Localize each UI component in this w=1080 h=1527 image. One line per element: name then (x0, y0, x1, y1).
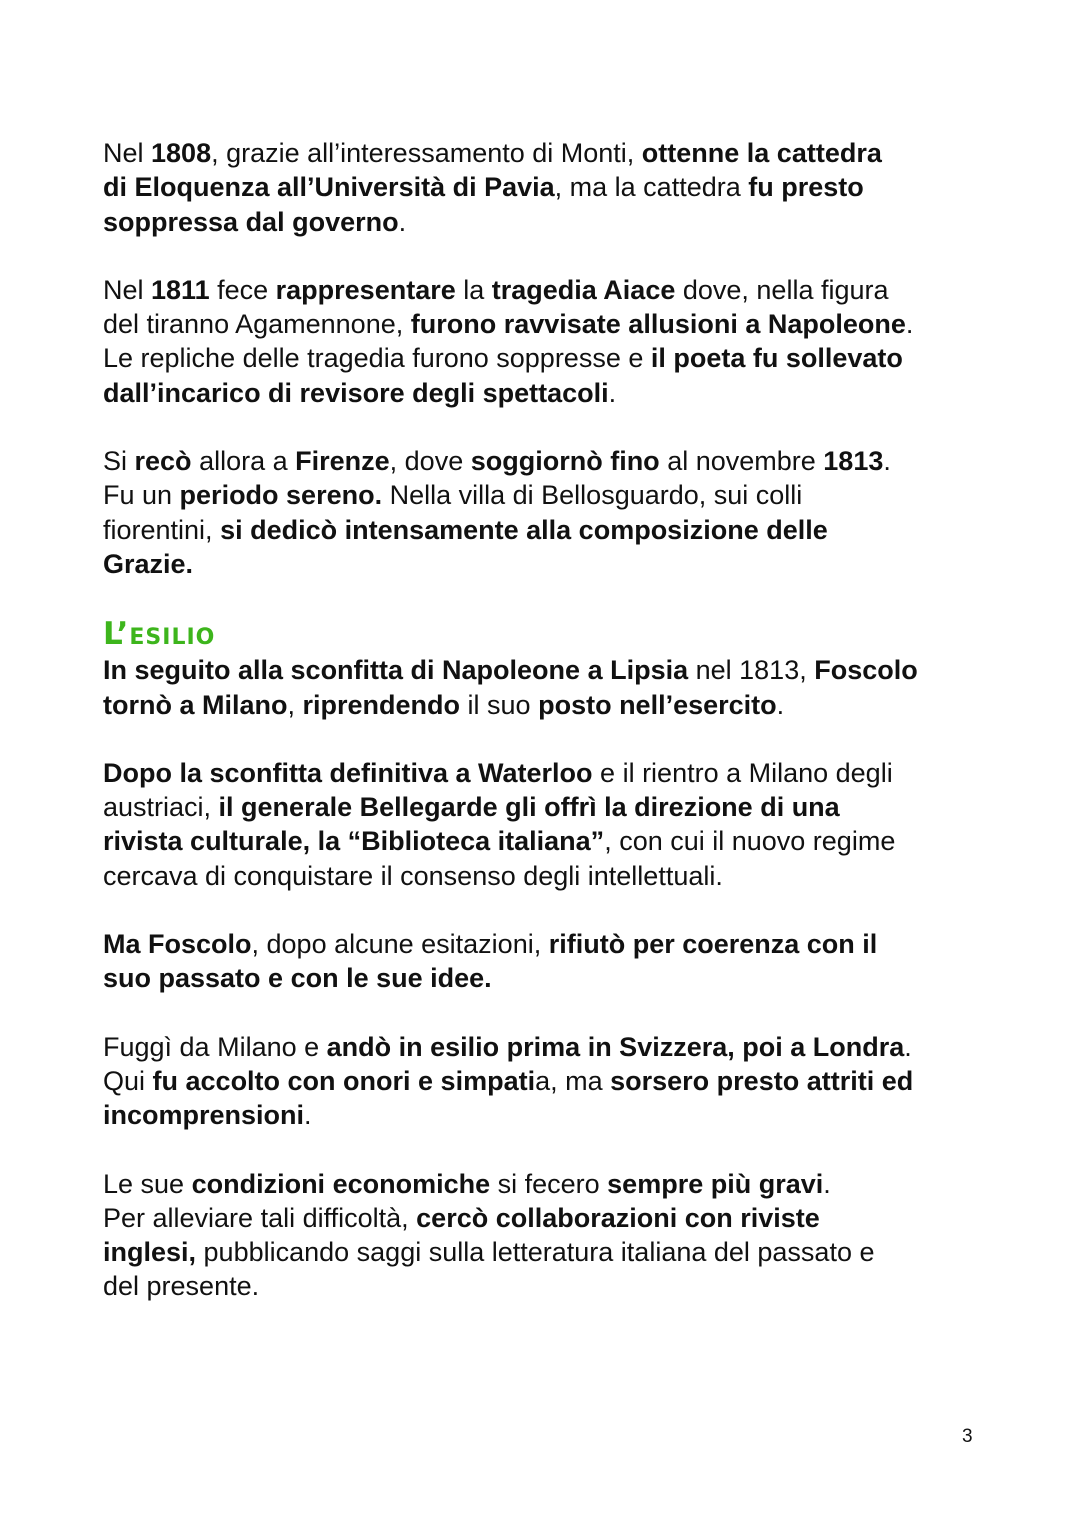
text: . (823, 1168, 831, 1199)
text: fece (209, 274, 276, 305)
document-body (103, 136, 1003, 1338)
bold-text: fu presto (748, 172, 864, 203)
text-line (103, 547, 1003, 581)
bold-text: tragedia Aiace (491, 274, 676, 305)
text: nel 1813, (688, 655, 815, 686)
bold-text: si dedicò intensamente alla composizione delle (220, 514, 828, 545)
bold-text: soppressa dal governo (103, 206, 399, 237)
bold-text: andò in esilio prima in Svizzera, poi a Londra (326, 1031, 905, 1062)
bold-text: suo passato e con le sue idee. (103, 963, 492, 994)
paragraph (103, 1030, 1003, 1133)
bold-text: furono ravvisate allusioni a Napoleone (410, 309, 906, 340)
text: cercava di conquistare il consenso degli intellettuali. (103, 860, 723, 891)
text: . (398, 206, 407, 237)
text-line (103, 478, 1003, 512)
section-heading: L’esilio (103, 616, 216, 653)
text: pubblicando saggi sulla letteratura italiana del passato e (196, 1237, 875, 1268)
text: . (904, 1031, 912, 1062)
text: a, ma (535, 1065, 611, 1096)
text-line (103, 444, 1003, 478)
text: si fecero (490, 1168, 608, 1199)
text-line (103, 688, 1003, 722)
paragraph (103, 756, 1003, 893)
text: dove, nella figura (675, 274, 889, 305)
text: , (287, 689, 303, 720)
bold-text: periodo sereno. (179, 480, 383, 511)
text: , dopo alcune esitazioni, (251, 929, 549, 960)
text: Nel (103, 274, 152, 305)
bold-text: sorsero presto attriti ed (610, 1065, 914, 1096)
text: . (883, 446, 891, 477)
text-line (103, 341, 1003, 375)
text: . (608, 377, 617, 408)
paragraph (103, 653, 1003, 722)
text-line (103, 653, 1003, 687)
text-line (103, 1201, 1003, 1235)
text: Fu un (103, 480, 180, 511)
text: Nella villa di Bellosguardo, sui colli (382, 480, 803, 511)
text-line (103, 790, 1003, 824)
text: Qui (103, 1065, 153, 1096)
paragraph (103, 927, 1003, 996)
bold-text: Ma Foscolo (103, 929, 252, 960)
paragraph (103, 1167, 1003, 1304)
text: allora a (191, 446, 296, 477)
text-line (103, 205, 1003, 239)
text: il suo (460, 689, 539, 720)
paragraph (103, 273, 1003, 410)
bold-text: rappresentare (275, 274, 456, 305)
bold-text: incomprensioni (103, 1100, 305, 1131)
text-line (103, 961, 1003, 995)
text: . (304, 1100, 312, 1131)
bold-text: di Eloquenza all’Università di Pavia (103, 172, 555, 203)
text: austriaci, (103, 792, 219, 823)
text: al novembre (659, 446, 824, 477)
bold-text: Firenze (295, 446, 390, 477)
text-line (103, 1235, 1003, 1269)
text: Per alleviare tali difficoltà, (103, 1202, 417, 1233)
bold-text: recò (134, 446, 192, 477)
text-line (103, 136, 1003, 170)
bold-text: tornò a Milano (103, 689, 288, 720)
text: Nel (103, 138, 152, 168)
text-line (103, 824, 1003, 858)
text: e il rientro a Milano degli (592, 757, 893, 788)
page-number: 3 (962, 1426, 973, 1447)
text-line (103, 1098, 1003, 1132)
text: , grazie all’interessamento di Monti, (211, 138, 642, 168)
bold-text: In seguito alla sconfitta di Napoleone a Lipsia (103, 655, 689, 686)
bold-text: Grazie. (103, 548, 194, 579)
bold-text: Dopo la sconfitta definitiva a Waterloo (103, 757, 593, 788)
text-line (103, 1167, 1003, 1201)
bold-text: posto nell’esercito (538, 689, 777, 720)
text-line (103, 859, 1003, 893)
bold-text: 1813 (823, 446, 884, 477)
bold-text: inglesi, (103, 1237, 197, 1268)
text: Fuggì da Milano e (103, 1031, 327, 1062)
text-line (103, 170, 1003, 204)
text-line (103, 273, 1003, 307)
text-line (103, 756, 1003, 790)
bold-text: rifiutò per coerenza con il (548, 929, 878, 960)
text-line (103, 376, 1003, 410)
bold-text: 1808 (151, 138, 212, 168)
text: fiorentini, (103, 514, 221, 545)
text: , con cui il nuovo regime (604, 826, 896, 857)
paragraph (103, 136, 1003, 239)
text-line (103, 513, 1003, 547)
text: , ma la cattedra (554, 172, 749, 203)
bold-text: 1811 (151, 274, 210, 305)
bold-text: riprendendo (302, 689, 461, 720)
text: la (455, 274, 492, 305)
paragraph (103, 444, 1003, 581)
text: Le sue (103, 1168, 192, 1199)
bold-text: soggiornò fino (470, 446, 660, 477)
text-line (103, 1030, 1003, 1064)
bold-text: ottenne la cattedra (641, 138, 882, 168)
text-line (103, 1064, 1003, 1098)
text: Si (103, 446, 135, 477)
text-line (103, 307, 1003, 341)
bold-text: sempre più gravi (607, 1168, 824, 1199)
bold-text: il poeta fu sollevato (650, 343, 903, 374)
text: Le repliche delle tragedia furono soppresse e (103, 343, 651, 374)
bold-text: cercò collaborazioni con riviste (416, 1202, 820, 1233)
bold-text: fu accolto con onori e simpati (152, 1065, 536, 1096)
text: . (905, 309, 914, 340)
text-line (103, 1269, 1003, 1303)
text: del tiranno Agamennone, (103, 309, 411, 340)
bold-text: dall’incarico di revisore degli spettacoli (103, 377, 609, 408)
bold-text: rivista culturale, la “Biblioteca italiana” (103, 826, 605, 857)
text: , dove (389, 446, 471, 477)
bold-text: condizioni economiche (191, 1168, 491, 1199)
text-line (103, 927, 1003, 961)
bold-text: Foscolo (814, 655, 918, 686)
text: . (776, 689, 785, 720)
bold-text: il generale Bellegarde gli offrì la direzione di una (218, 792, 840, 823)
text: del presente. (103, 1271, 260, 1302)
